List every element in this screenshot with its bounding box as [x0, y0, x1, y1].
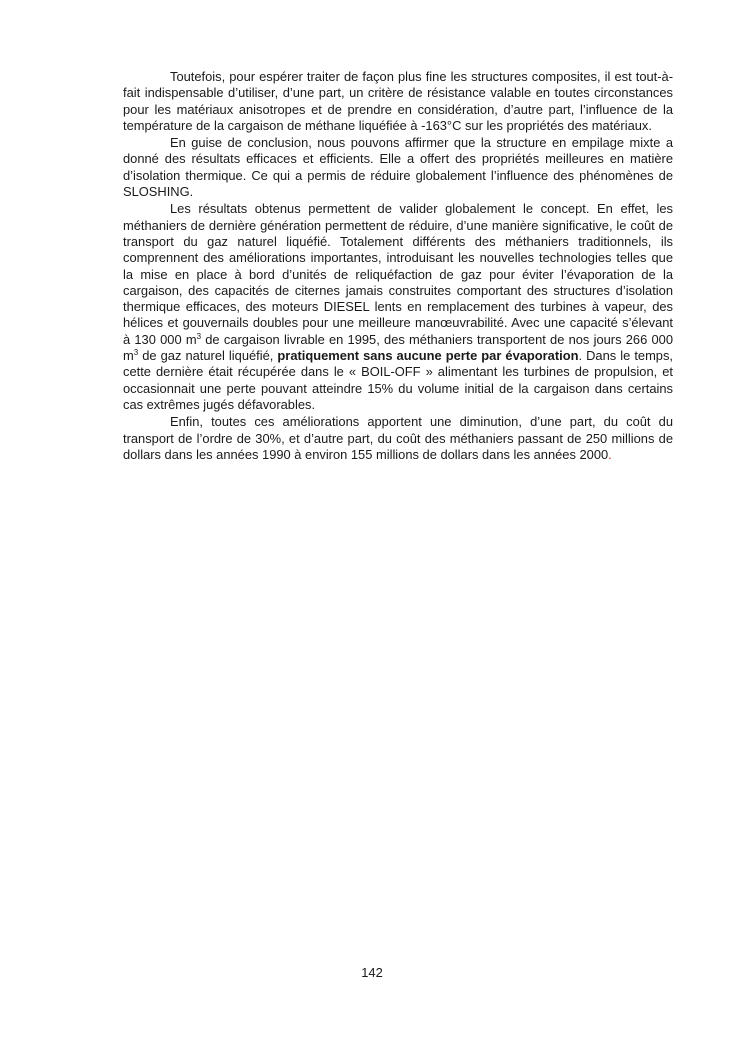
- paragraph-text: Enfin, toutes ces améliorations apportent une diminution, d’une part, du coût du transport de l’ordre de 30%, et d’autre part, du coût des méthaniers passant de 250 millions de dollars dans les années 1990 à environ 155 millions de dollars dans les années 2000: [123, 414, 673, 462]
- page-number: 142: [361, 965, 383, 980]
- paragraph-text: de cargaison livrable en 1995, des méthaniers transportent de nos jours 266 000 m: [123, 331, 673, 364]
- document-body: [123, 69, 673, 463]
- paragraph-text: . Dans le temps, cette dernière était récupérée dans le « BOIL-OFF » alimentant les turbines de propulsion, et occasionnait une perte pouvant atteindre 15% du volume initial de la cargaison dans certains cas extrêmes jugés défavorables.: [123, 348, 674, 412]
- bold-emphasis: pratiquement sans aucune perte par évaporation: [277, 348, 579, 364]
- paragraph-text: de gaz naturel liquéfié,: [138, 348, 278, 364]
- paragraph-results: [123, 201, 673, 413]
- paragraph-composite-structures: [123, 69, 673, 134]
- paragraph-text: En guise de conclusion, nous pouvons affirmer que la structure en empilage mixte a donné des résultats efficaces et efficients. Elle a offert des propriétés meilleures en matière d’isolation thermique. Ce qui a permis de réduire globalement l’influence des phénomènes de SLOSHING.: [123, 135, 673, 200]
- superscript-cubic: 3: [196, 331, 202, 341]
- superscript-cubic: 3: [133, 348, 139, 358]
- paragraph-cost-reduction: [123, 414, 673, 463]
- red-period-mark: .: [608, 446, 612, 462]
- paragraph-text: Toutefois, pour espérer traiter de façon plus fine les structures composites, il est tout-à-fait indispensable d’utiliser, d’une part, un critère de résistance valable en toutes circonstances pour les matériaux anisotropes et de prendre en considération, d’autre part, l’influence de la température de la cargaison de méthane liquéfiée à -163°C sur les propriétés des matériaux.: [123, 69, 673, 133]
- paragraph-text: Les résultats obtenus permettent de valider globalement le concept. En effet, les méthaniers de dernière génération permettent de réduire, d’une manière significative, le coût de transport du gaz naturel liquéfié. Totalement différents des méthaniers traditionnels, ils comprennent des améliorations importantes, introduisant les nouvelles technologies telles que la mise en place à bord d’unités de reliquéfaction de gaz pour éviter l’évaporation de la cargaison, des capacités de citernes jamais construites comportant des structures d’isolation thermique efficaces, des moteurs DIESEL lents en remplacement des turbines à vapeur, des hélices et gouvernails doubles pour une meilleure manœuvrabilité. Avec une capacité s’élevant à 130 000 m: [123, 201, 673, 347]
- paragraph-conclusion: [123, 135, 673, 200]
